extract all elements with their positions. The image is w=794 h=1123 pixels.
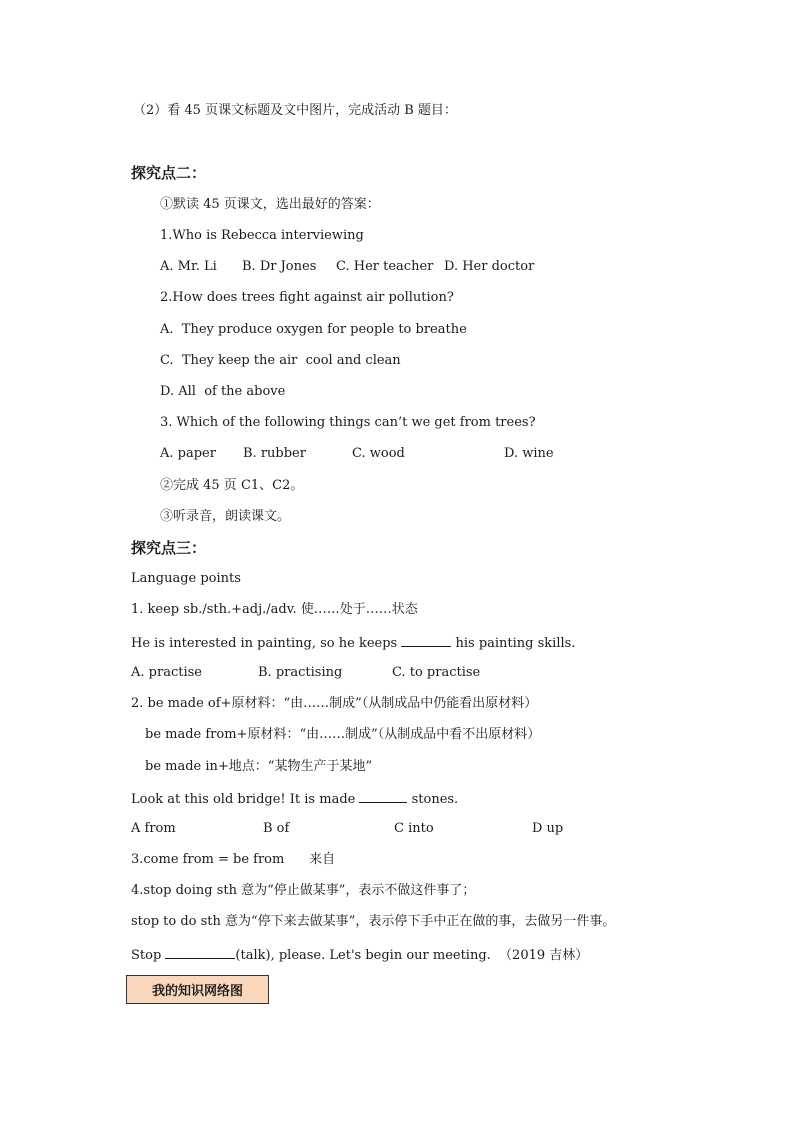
point-4-example-start: Stop	[131, 948, 166, 963]
point-1-example	[131, 633, 575, 653]
q1-option-c: C. Her teacher	[336, 259, 434, 274]
point-4-example	[131, 945, 588, 965]
question-2: 2.How does trees fight against air pollution?	[160, 290, 454, 305]
q3-option-d: D. wine	[504, 446, 554, 461]
p2-option-b: B of	[263, 821, 290, 836]
point-4a: 4.stop doing sth 意为“停止做某事”，表示不做这件事了；	[131, 883, 476, 898]
point-2a: 2. be made of+原材料：“由……制成”（从制成品中仍能看出原材料）	[131, 696, 538, 711]
q2-option-a: A. They produce oxygen for people to breathe	[160, 322, 467, 337]
point-2c: be made in+地点：“某物生产于某地”	[145, 759, 373, 774]
section2-task3: ③听录音，朗读课文。	[160, 509, 291, 524]
section2-task1: ①默读 45 页课文，选出最好的答案：	[160, 197, 380, 212]
point-2-example	[131, 789, 458, 809]
question-3: 3. Which of the following things can’t we get from trees?	[160, 415, 536, 430]
question-1: 1.Who is Rebecca interviewing	[160, 228, 364, 243]
p1-option-a: A. practise	[131, 665, 202, 680]
q1-option-d: D. Her doctor	[444, 259, 535, 274]
section2-title: 探究点二：	[131, 164, 207, 182]
point-1-example-start: He is interested in painting, so he keeps	[131, 636, 402, 651]
q3-option-a: A. paper	[160, 446, 216, 461]
answer-blank[interactable]	[165, 945, 235, 959]
p2-option-c: C into	[394, 821, 434, 836]
section3-subtitle: Language points	[131, 571, 241, 586]
answer-blank[interactable]	[359, 789, 407, 803]
q3-option-b: B. rubber	[243, 446, 306, 461]
q1-option-b: B. Dr Jones	[242, 259, 317, 274]
point-2b: be made from+原材料：“由……制成”（从制成品中看不出原材料）	[145, 727, 541, 742]
q1-option-a: A. Mr. Li	[160, 259, 217, 274]
q2-option-c: C. They keep the air cool and clean	[160, 353, 401, 368]
answer-blank[interactable]	[401, 633, 451, 647]
p1-option-b: B. practising	[258, 665, 343, 680]
q3-option-c: C. wood	[352, 446, 405, 461]
knowledge-network-label: 我的知识网络图	[151, 984, 243, 999]
point-2-example-start: Look at this old bridge! It is made	[131, 792, 360, 807]
p1-option-c: C. to practise	[392, 665, 481, 680]
point-4-example-end: (talk), please. Let's begin our meeting. （2019 吉林）	[235, 948, 589, 963]
p2-option-d: D up	[532, 821, 564, 836]
knowledge-network-box	[126, 975, 269, 1004]
point-1: 1. keep sb./sth.+adj./adv. 使……处于……状态	[131, 602, 418, 617]
point-3: 3.come from = be from 来自	[131, 852, 336, 867]
point-4b: stop to do sth 意为“停下来去做某事”，表示停下手中正在做的事，去做另一件事。	[131, 914, 616, 929]
point-1-example-end: his painting skills.	[451, 636, 576, 651]
point-2-example-end: stones.	[407, 792, 459, 807]
section2-task2: ②完成 45 页 C1、C2。	[160, 478, 304, 493]
section3-title: 探究点三：	[131, 539, 207, 557]
p2-option-a: A from	[131, 821, 176, 836]
q2-option-d: D. All of the above	[160, 384, 286, 399]
intro-text: （2）看 45 页课文标题及文中图片，完成活动 B 题目：	[133, 103, 457, 118]
